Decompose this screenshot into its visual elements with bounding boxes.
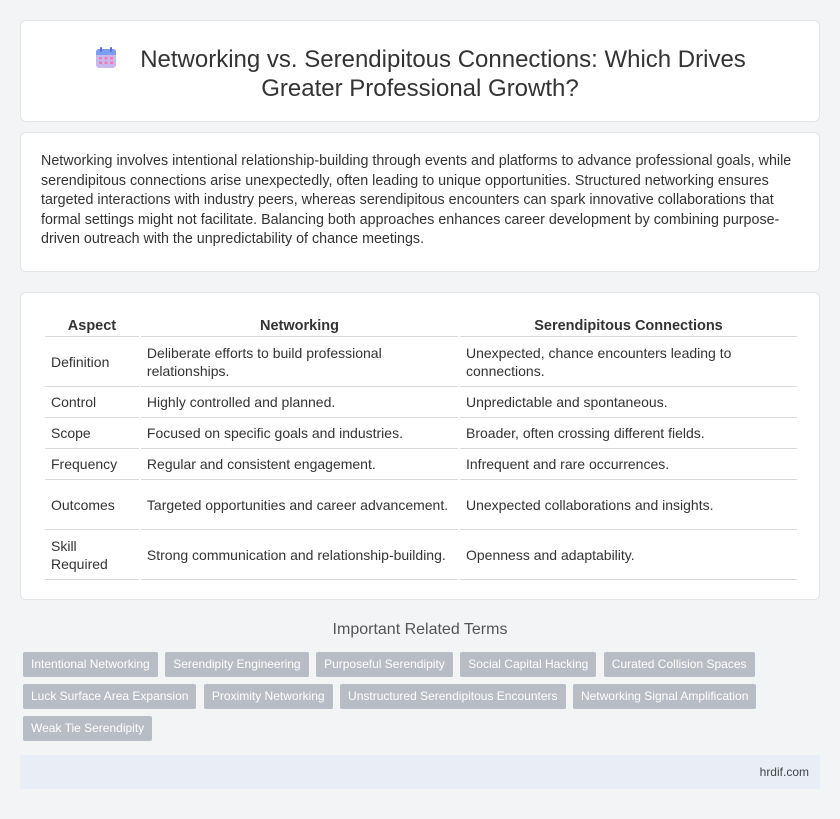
tag-intentional-networking[interactable]: Intentional Networking bbox=[23, 652, 158, 677]
intro-paragraph: Networking involves intentional relationship-building through events and platforms to advance professional goals, while serendipitous connections arise unexpectedly, often leading to unique opportunities. Structured networking ensures targeted interactions with industry peers, whereas serendipitous encounters can spark innovative collaborations that formal settings might not facilitate. Balancing both approaches enhances career development by combining purpose-driven outreach with the unpredictability of chance meetings. bbox=[41, 153, 792, 247]
row-networking: Focused on specific goals and industries. bbox=[141, 418, 458, 449]
page-title-text: Networking vs. Serendipitous Connections: Which Drives Greater Professional Growth? bbox=[140, 46, 746, 102]
table-row bbox=[45, 418, 797, 449]
page-title bbox=[61, 45, 779, 103]
table-row bbox=[45, 387, 797, 418]
tag-social-capital-hacking[interactable]: Social Capital Hacking bbox=[460, 652, 596, 677]
header-networking: Networking bbox=[141, 313, 458, 337]
table-row bbox=[45, 530, 797, 580]
intro-card bbox=[20, 132, 820, 272]
tag-purposeful-serendipity[interactable]: Purposeful Serendipity bbox=[316, 652, 453, 677]
comparison-card bbox=[20, 292, 820, 600]
comparison-table bbox=[43, 313, 799, 580]
header-serendipitous: Serendipitous Connections bbox=[460, 313, 797, 337]
row-serendipitous: Broader, often crossing different fields. bbox=[460, 418, 797, 449]
row-aspect: Skill Required bbox=[45, 530, 139, 580]
header-aspect: Aspect bbox=[45, 313, 139, 337]
row-serendipitous: Unpredictable and spontaneous. bbox=[460, 387, 797, 418]
row-networking: Deliberate efforts to build professional relationships. bbox=[141, 337, 458, 387]
row-aspect: Definition bbox=[45, 337, 139, 387]
row-aspect: Frequency bbox=[45, 449, 139, 480]
row-serendipitous: Infrequent and rare occurrences. bbox=[460, 449, 797, 480]
tag-curated-collision-spaces[interactable]: Curated Collision Spaces bbox=[604, 652, 755, 677]
footer bbox=[20, 755, 820, 789]
title-card bbox=[20, 20, 820, 122]
footer-site-link[interactable]: hrdif.com bbox=[759, 765, 809, 779]
row-aspect: Control bbox=[45, 387, 139, 418]
table-header-row bbox=[45, 313, 797, 337]
related-terms-title: Important Related Terms bbox=[332, 621, 508, 638]
row-serendipitous: Unexpected collaborations and insights. bbox=[460, 480, 797, 530]
row-networking: Strong communication and relationship-building. bbox=[141, 530, 458, 580]
row-networking: Regular and consistent engagement. bbox=[141, 449, 458, 480]
tag-serendipity-engineering[interactable]: Serendipity Engineering bbox=[165, 652, 308, 677]
tag-luck-surface-area-expansion[interactable]: Luck Surface Area Expansion bbox=[23, 684, 196, 709]
tag-proximity-networking[interactable]: Proximity Networking bbox=[204, 684, 333, 709]
tag-unstructured-serendipitous-encounters[interactable]: Unstructured Serendipitous Encounters bbox=[340, 684, 565, 709]
tag-networking-signal-amplification[interactable]: Networking Signal Amplification bbox=[573, 684, 756, 709]
row-networking: Targeted opportunities and career advancement. bbox=[141, 480, 458, 530]
row-networking: Highly controlled and planned. bbox=[141, 387, 458, 418]
related-tags bbox=[23, 652, 783, 748]
table-row bbox=[45, 449, 797, 480]
row-serendipitous: Unexpected, chance encounters leading to connections. bbox=[460, 337, 797, 387]
row-serendipitous: Openness and adaptability. bbox=[460, 530, 797, 580]
table-row bbox=[45, 480, 797, 530]
tag-weak-tie-serendipity[interactable]: Weak Tie Serendipity bbox=[23, 716, 152, 741]
row-aspect: Outcomes bbox=[45, 480, 139, 530]
table-row bbox=[45, 337, 797, 387]
title-wrap bbox=[21, 45, 819, 103]
calendar-icon bbox=[94, 46, 118, 70]
row-aspect: Scope bbox=[45, 418, 139, 449]
